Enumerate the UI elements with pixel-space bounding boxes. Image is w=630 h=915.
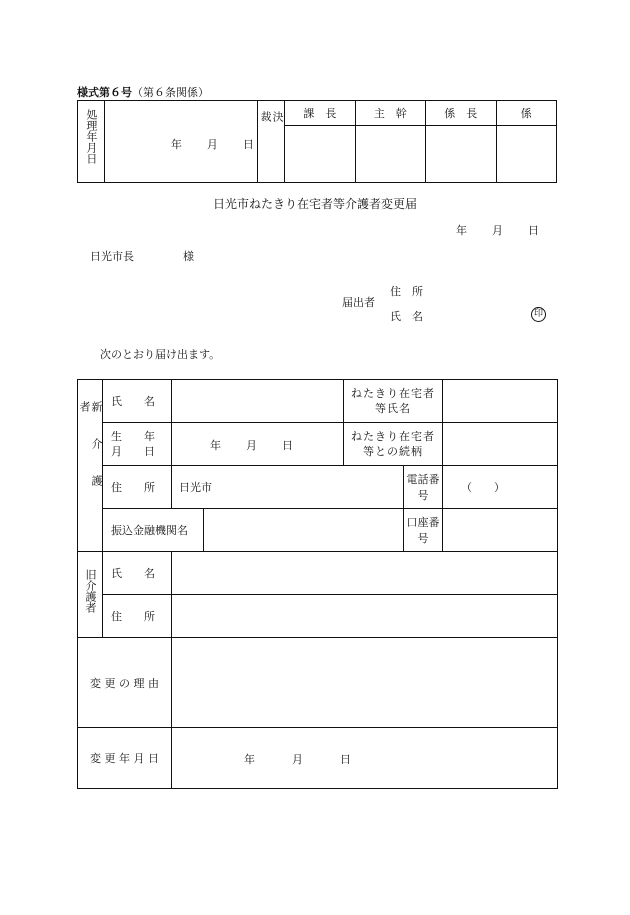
submit-year: 年 — [456, 224, 467, 237]
phone-label: 電話番号 — [404, 466, 443, 509]
intro-text: 次のとおり届け出ます。 — [100, 348, 221, 361]
role-kakari: 係 — [496, 101, 556, 126]
addressee-honorific: 様 — [183, 250, 194, 263]
change-year: 年 — [244, 753, 255, 766]
main-table — [77, 379, 558, 789]
approval-table — [77, 100, 557, 183]
new-address-label: 住 所 — [103, 466, 172, 509]
relation-label: ねたきり在宅者等との続柄 — [344, 423, 443, 466]
old-name-label: 氏 名 — [103, 552, 172, 595]
bedridden-name-field[interactable] — [443, 380, 558, 423]
role-kacho: 課 長 — [285, 101, 355, 126]
birth-year: 年 — [210, 439, 221, 452]
change-day: 日 — [340, 753, 351, 766]
change-reason-field[interactable] — [172, 638, 558, 728]
form-number: 様式第６号 — [77, 86, 132, 99]
birth-date-field[interactable] — [172, 423, 344, 466]
processing-date-label-cell — [78, 101, 105, 183]
processing-date-label: 処理年月日 — [84, 108, 98, 164]
old-caregiver-label-cell — [78, 552, 103, 638]
bank-label: 振込金融機関名 — [103, 509, 204, 552]
kessai-label: 決裁 — [259, 110, 285, 148]
old-address-field[interactable] — [172, 595, 558, 638]
old-name-field[interactable] — [172, 552, 558, 595]
applicant-address-label: 住 所 — [390, 285, 423, 298]
processing-month: 月 — [206, 137, 218, 151]
new-name-label: 氏 名 — [103, 380, 172, 423]
stamp-box-kacho[interactable] — [285, 126, 355, 183]
birth-month: 月 — [246, 439, 257, 452]
change-date-label: 変 更 年 月 日 — [78, 728, 172, 789]
birth-day: 日 — [282, 439, 293, 452]
bank-field[interactable] — [204, 509, 404, 552]
document-title: 日光市ねたきり在宅者等介護者変更届 — [212, 197, 417, 211]
stamp-box-shukan[interactable] — [355, 126, 425, 183]
processing-year: 年 — [170, 137, 182, 151]
new-address-field[interactable]: 日光市 — [172, 466, 404, 509]
submit-month: 月 — [492, 224, 503, 237]
change-date-field[interactable] — [172, 728, 558, 789]
processing-date-cell[interactable] — [104, 101, 257, 183]
stamp-box-kakari[interactable] — [496, 126, 556, 183]
birth-label-line2: 月 日 — [111, 445, 155, 458]
role-kakaricho: 係 長 — [426, 101, 496, 126]
birth-label-cell — [103, 423, 172, 466]
submit-day: 日 — [528, 224, 539, 237]
old-caregiver-label: 旧介護者 — [84, 568, 97, 613]
processing-day: 日 — [242, 137, 254, 151]
form-ref: （第６条関係） — [132, 86, 209, 99]
role-shukan: 主 幹 — [355, 101, 425, 126]
kessai-label-cell — [258, 101, 285, 183]
addressee-name: 日光市長 — [90, 250, 134, 263]
birth-label-line1: 生 年 — [111, 430, 155, 443]
account-label: 口座番号 — [404, 509, 443, 552]
new-caregiver-label: 新介護者 — [78, 400, 103, 512]
applicant-name-label: 氏 名 — [390, 310, 423, 323]
seal-mark: 印 — [531, 307, 546, 322]
new-caregiver-label-cell — [78, 380, 103, 552]
bedridden-name-label: ねたきり在宅者等氏名 — [344, 380, 443, 423]
account-field[interactable] — [443, 509, 558, 552]
old-address-label: 住 所 — [103, 595, 172, 638]
stamp-box-kakaricho[interactable] — [426, 126, 496, 183]
form-header — [77, 84, 209, 100]
applicant-label: 届出者 — [342, 296, 375, 309]
phone-field[interactable]: （ ） — [443, 466, 558, 509]
change-month: 月 — [292, 753, 303, 766]
change-reason-label: 変 更 の 理 由 — [78, 638, 172, 728]
relation-field[interactable] — [443, 423, 558, 466]
new-name-field[interactable] — [172, 380, 344, 423]
